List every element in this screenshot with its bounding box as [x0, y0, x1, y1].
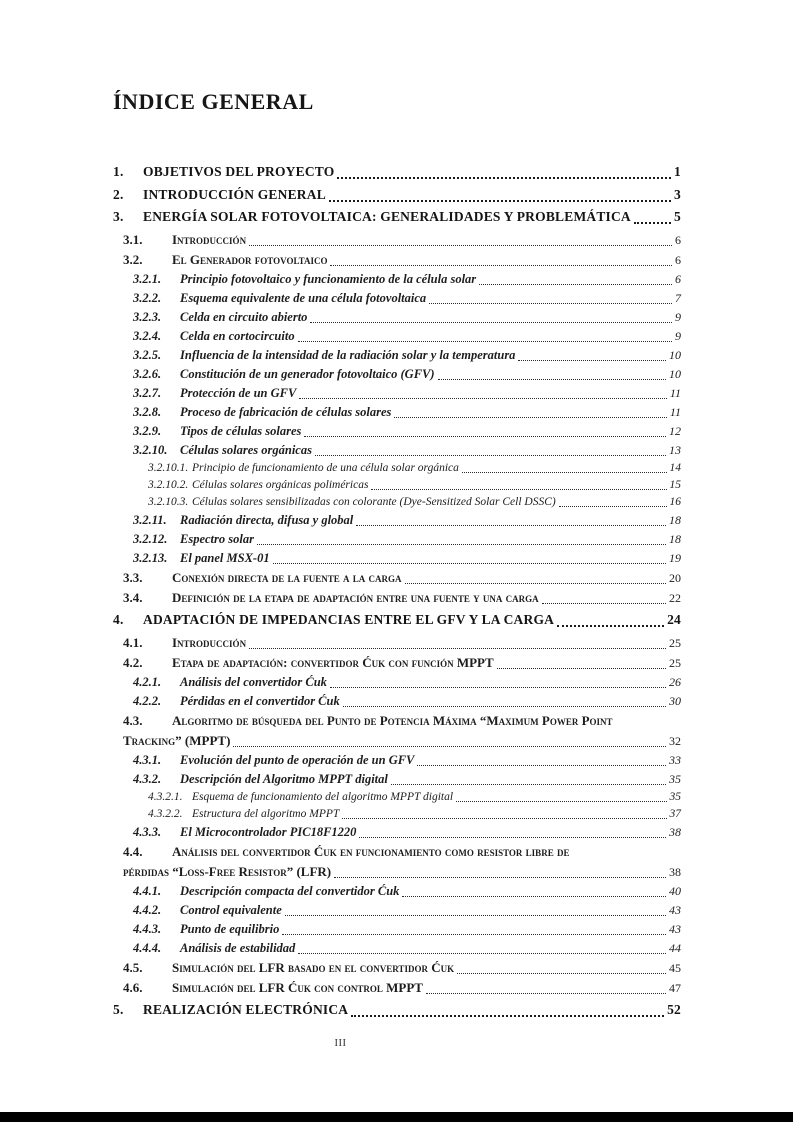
dot-leader [282, 934, 666, 935]
scan-bottom-edge-bar [0, 1112, 793, 1122]
toc-entry-line [148, 494, 681, 511]
toc-entry-text: INTRODUCCIÓN GENERAL [143, 186, 326, 202]
toc-entry-number: 3.2.13. [133, 550, 168, 565]
toc-entry [123, 633, 681, 653]
toc-entry-line [133, 939, 681, 958]
toc-entry-line [113, 185, 681, 205]
dot-leader [634, 222, 671, 224]
toc-entry-number: 3.2.10.3. [148, 495, 189, 508]
toc-entry-line [133, 441, 681, 460]
dot-leader [343, 706, 666, 707]
toc-entry-line [133, 511, 681, 530]
toc-entry-line [133, 770, 681, 789]
dot-leader [285, 915, 666, 916]
toc-entry-text: ADAPTACIÓN DE IMPEDANCIAS ENTRE EL GFV Y LA CARGA [143, 612, 555, 627]
toc-entry-line [123, 588, 681, 608]
toc-entry-number: 3.4. [123, 589, 143, 605]
toc-entry [148, 477, 681, 494]
toc-entry-line-continued [123, 731, 681, 751]
toc-entry [133, 422, 681, 441]
toc-entry [148, 494, 681, 511]
toc-page-number: 25 [669, 635, 681, 650]
toc-entry [148, 806, 681, 823]
toc-entry [123, 978, 681, 998]
toc-entry-line [123, 568, 681, 588]
toc-entry-text-continued: Tracking” (MPPT) [123, 732, 231, 748]
toc-entry-text: ENERGÍA SOLAR FOTOVOLTAICA: GENERALIDADES Y PROBLEMÁTICA [143, 209, 631, 224]
toc-entry-text-continued: pérdidas “Loss-Free Resistor” (LFR) [123, 863, 332, 879]
toc-entry [133, 770, 681, 789]
toc-entry-number: 4.4.2. [133, 902, 162, 917]
toc-entry [133, 692, 681, 711]
dot-leader [542, 603, 666, 604]
toc-entry-line [133, 530, 681, 549]
toc-page-number: 52 [667, 1002, 681, 1017]
toc-page-number: 37 [669, 807, 681, 820]
toc-entry-number: 3.2.6. [133, 366, 162, 381]
dot-leader [518, 360, 666, 361]
toc-page-number: 7 [675, 290, 681, 305]
toc-page-number: 18 [669, 512, 681, 527]
dot-leader [457, 973, 666, 974]
dot-leader [298, 953, 666, 954]
toc-entry-number: 4.1. [123, 634, 143, 650]
toc-page-number: 24 [667, 612, 681, 627]
toc-entry [133, 270, 681, 289]
toc-entry-text: Células solares sensibilizadas con colorante (Dye-Sensitized Solar Cell DSSC) [192, 495, 556, 508]
toc-page-number: 11 [669, 385, 681, 400]
toc-entry [133, 530, 681, 549]
toc-page-number: 1 [674, 164, 681, 179]
toc-entry-number: 3.2.10.1. [148, 461, 189, 474]
toc-entry-text: Protección de un GFV [180, 385, 297, 400]
toc-entry-number: 1. [113, 164, 124, 179]
dot-leader [479, 284, 672, 285]
toc-page-number: 20 [669, 570, 681, 585]
page-number-footer: III [334, 1038, 347, 1049]
toc-entry-line [113, 207, 681, 227]
toc-entry-text: Introducción [172, 231, 247, 247]
toc-page-number: 22 [669, 590, 681, 605]
toc-page-number: 43 [669, 902, 681, 917]
toc-page-number: 47 [669, 980, 681, 995]
toc-entry-line [123, 653, 681, 673]
toc-entry-text: Introducción [172, 634, 247, 650]
toc-entry [123, 568, 681, 588]
toc-entry-number: 4.4.1. [133, 883, 162, 898]
toc-entry-line [148, 806, 681, 823]
dot-leader [559, 506, 667, 507]
toc-entry-number: 4.3.3. [133, 824, 162, 839]
toc-page-number: 6 [675, 232, 681, 247]
toc-entry-number: 4. [113, 612, 124, 627]
toc-entry [133, 920, 681, 939]
toc-entry-text: El Microcontrolador PIC18F1220 [180, 824, 357, 839]
toc-page-number: 3 [674, 186, 681, 202]
toc-entry-number: 4.5. [123, 959, 143, 975]
dot-leader [334, 877, 666, 878]
toc-entry-number: 3.2. [123, 251, 143, 267]
dot-leader [356, 525, 666, 526]
toc-page-number: 40 [669, 883, 681, 898]
toc-entry-number: 3.2.11. [133, 512, 167, 527]
toc-entry-number: 4.4.3. [133, 921, 162, 936]
toc-page-number: 43 [669, 921, 681, 936]
dot-leader [233, 746, 666, 747]
dot-leader [438, 379, 666, 380]
dot-leader [462, 472, 667, 473]
toc-entry [113, 185, 681, 205]
toc-entry [113, 610, 681, 630]
toc-entry-text: Celda en circuito abierto [180, 309, 308, 324]
toc-entry-text: Constitución de un generador fotovoltaico (GFV) [180, 366, 435, 381]
toc-page-number: 15 [669, 478, 681, 491]
toc-page-number: 30 [669, 693, 681, 708]
dot-leader [304, 436, 666, 437]
toc-entry-text: Simulación del LFR basado en el convertidor Ćuk [172, 959, 455, 975]
toc-entry-text: Espectro solar [180, 531, 254, 546]
toc-entry-line-continued [123, 862, 681, 882]
toc-entry-text: Análisis del convertidor Ćuk [180, 674, 327, 689]
toc-entry-number: 3.3. [123, 569, 143, 585]
toc-entry-line [148, 789, 681, 806]
toc-entry-line [148, 460, 681, 477]
toc-entry-text: Influencia de la intensidad de la radiación solar y la temperatura [180, 347, 516, 362]
toc-entry-line [133, 384, 681, 403]
toc-entry [133, 441, 681, 460]
toc-entry-line [133, 901, 681, 920]
toc-entry-text: Evolución del punto de operación de un GFV [180, 752, 415, 767]
toc-entry-text: Control equivalente [180, 902, 282, 917]
dot-leader [557, 625, 664, 627]
toc-entry-number: 4.3.2.1. [148, 790, 183, 803]
toc-entry [123, 653, 681, 673]
toc-entry-number: 3.2.10.2. [148, 478, 189, 491]
toc-entry [133, 289, 681, 308]
toc-entry-text: Análisis de estabilidad [180, 940, 296, 955]
toc-entry-line [123, 633, 681, 653]
toc-page-number: 6 [675, 271, 681, 286]
toc-entry-number: 4.4. [123, 843, 143, 859]
toc-entry [113, 162, 681, 182]
toc-entry [148, 460, 681, 477]
dot-leader [257, 544, 666, 545]
toc-entry-text: Proceso de fabricación de células solares [180, 404, 392, 419]
toc-page-number: 6 [675, 252, 681, 267]
toc-page-number: 44 [669, 940, 681, 955]
toc-entry-line [133, 920, 681, 939]
dot-leader [371, 489, 666, 490]
toc-entry-text: OBJETIVOS DEL PROYECTO [143, 164, 335, 179]
dot-leader [359, 837, 666, 838]
dot-leader [337, 177, 671, 179]
toc-entry-text: El panel MSX-01 [180, 550, 270, 565]
toc-entry [123, 588, 681, 608]
toc-entry [133, 823, 681, 842]
toc-entry-line [113, 162, 681, 182]
dot-leader [310, 322, 672, 323]
dot-leader [329, 200, 671, 202]
toc-entry [133, 365, 681, 384]
toc-entry-line [133, 422, 681, 441]
toc-entry-line [133, 549, 681, 568]
toc-page-number: 5 [674, 209, 681, 224]
toc-entry [123, 230, 681, 250]
dot-leader [394, 417, 666, 418]
toc-entry-line [133, 751, 681, 770]
table-of-contents [113, 162, 681, 1020]
toc-entry [133, 939, 681, 958]
dot-leader [497, 668, 666, 669]
toc-entry-number: 3.2.7. [133, 385, 162, 400]
dot-leader [402, 896, 666, 897]
toc-entry [133, 346, 681, 365]
dot-leader [405, 583, 667, 584]
dot-leader [315, 455, 666, 456]
page-title: ÍNDICE GENERAL [113, 89, 314, 114]
toc-entry-number: 5. [113, 1002, 124, 1017]
toc-entry-text: Simulación del LFR Ćuk con control MPPT [172, 979, 423, 995]
toc-entry [133, 384, 681, 403]
toc-entry-number: 4.4.4. [133, 940, 162, 955]
toc-entry-number: 3.2.1. [133, 271, 162, 286]
toc-page-number: 12 [669, 423, 681, 438]
toc-page-number: 33 [669, 752, 681, 767]
toc-entry [133, 308, 681, 327]
dot-leader [342, 818, 666, 819]
toc-entry-number: 3.2.9. [133, 423, 162, 438]
toc-entry-text: REALIZACIÓN ELECTRÓNICA [143, 1002, 349, 1017]
toc-page-number: 19 [669, 550, 681, 565]
toc-entry-text: Pérdidas en el convertidor Ćuk [180, 693, 340, 708]
toc-entry-line [133, 346, 681, 365]
toc-page-number: 45 [669, 960, 681, 975]
toc-page-number: 25 [669, 655, 681, 670]
toc-page-number: 9 [675, 309, 681, 324]
dot-leader [249, 245, 672, 246]
toc-page-number: 38 [669, 824, 681, 839]
dot-leader [298, 341, 672, 342]
toc-entry-line [113, 1000, 681, 1020]
toc-entry-text: Estructura del algoritmo MPPT [192, 807, 340, 820]
dot-leader [391, 784, 666, 785]
toc-entry [133, 882, 681, 901]
dot-leader [426, 993, 666, 994]
toc-entry [113, 207, 681, 227]
toc-entry-text: Análisis del convertidor Ćuk en funcionamiento como resistor libre de [172, 843, 570, 859]
toc-entry [133, 327, 681, 346]
toc-entry-text: Esquema de funcionamiento del algoritmo MPPT digital [192, 790, 454, 803]
toc-entry [133, 403, 681, 422]
toc-entry [133, 901, 681, 920]
toc-entry-line [133, 882, 681, 901]
toc-entry-line [123, 250, 681, 270]
toc-entry-text: Conexión directa de la fuente a la carga [172, 569, 402, 585]
toc-page-number: 13 [669, 442, 681, 457]
toc-entry [133, 751, 681, 770]
toc-page-number: 38 [669, 864, 681, 879]
toc-entry-number: 3.2.8. [133, 404, 162, 419]
toc-entry-text: El Generador fotovoltaico [172, 251, 328, 267]
toc-entry-line [123, 958, 681, 978]
toc-entry-text: Principio fotovoltaico y funcionamiento de la célula solar [180, 271, 477, 286]
toc-entry-line [133, 289, 681, 308]
toc-page-number: 35 [669, 790, 681, 803]
toc-entry-line [133, 308, 681, 327]
toc-entry-line [133, 365, 681, 384]
toc-entry-line [123, 711, 681, 731]
toc-page-number: 35 [669, 771, 681, 786]
dot-leader [299, 398, 667, 399]
toc-page-number: 10 [669, 347, 681, 362]
toc-page-number: 10 [669, 366, 681, 381]
toc-entry-number: 3.1. [123, 231, 143, 247]
toc-page-number: 32 [669, 733, 681, 748]
toc-entry [133, 549, 681, 568]
toc-entry-text: Esquema equivalente de una célula fotovoltaica [180, 290, 427, 305]
toc-entry-text: Descripción compacta del convertidor Ćuk [180, 883, 400, 898]
toc-entry-number: 3.2.4. [133, 328, 162, 343]
toc-entry [123, 958, 681, 978]
toc-entry-number: 3.2.12. [133, 531, 168, 546]
toc-entry-text: Celda en cortocircuito [180, 328, 295, 343]
toc-entry-text: Radiación directa, difusa y global [180, 512, 354, 527]
dot-leader [351, 1015, 664, 1017]
toc-entry-number: 4.2.1. [133, 674, 162, 689]
dot-leader [429, 303, 672, 304]
toc-entry-text: Algoritmo de búsqueda del Punto de Potencia Máxima “Maximum Power Point [172, 712, 613, 728]
toc-entry [123, 842, 681, 882]
toc-entry-number: 4.3.2.2. [148, 807, 183, 820]
toc-entry-text: Punto de equilibrio [180, 921, 280, 936]
dot-leader [249, 648, 666, 649]
toc-entry [123, 711, 681, 751]
dot-leader [417, 765, 666, 766]
toc-page-number: 26 [669, 674, 681, 689]
toc-entry-line [133, 403, 681, 422]
toc-entry-line [133, 270, 681, 289]
toc-entry [113, 1000, 681, 1020]
toc-entry-text: Descripción del Algoritmo MPPT digital [180, 771, 388, 786]
toc-entry-line [123, 978, 681, 998]
toc-page-number: 9 [675, 328, 681, 343]
toc-entry [148, 789, 681, 806]
toc-entry-line [113, 610, 681, 630]
toc-entry-text: Células solares orgánicas poliméricas [192, 478, 369, 491]
toc-page-number: 11 [669, 404, 681, 419]
dot-leader [273, 563, 666, 564]
toc-entry-line [123, 230, 681, 250]
dot-leader [330, 687, 666, 688]
toc-entry-line [133, 823, 681, 842]
toc-entry-text: Definición de la etapa de adaptación entre una fuente y una carga [172, 589, 539, 605]
toc-entry-number: 4.3.2. [133, 771, 162, 786]
toc-entry-text: Células solares orgánicas [180, 442, 312, 457]
toc-entry-line [133, 692, 681, 711]
toc-entry-number: 4.6. [123, 979, 143, 995]
toc-page-number: 14 [669, 461, 681, 474]
toc-page-number: 16 [669, 495, 681, 508]
toc-entry-number: 4.3. [123, 712, 143, 728]
toc-entry-line [133, 327, 681, 346]
dot-leader [456, 801, 666, 802]
toc-entry-line [133, 673, 681, 692]
toc-entry-number: 4.2. [123, 654, 143, 670]
toc-entry-number: 2. [113, 186, 124, 202]
toc-entry [133, 511, 681, 530]
toc-entry-text: Principio de funcionamiento de una célula solar orgánica [192, 461, 459, 474]
toc-entry-line [123, 842, 681, 862]
toc-entry-line [148, 477, 681, 494]
toc-page-number: 18 [669, 531, 681, 546]
toc-entry-number: 4.3.1. [133, 752, 162, 767]
toc-entry-number: 4.2.2. [133, 693, 162, 708]
toc-entry-text: Etapa de adaptación: convertidor Ćuk con función MPPT [172, 654, 494, 670]
toc-entry-number: 3.2.2. [133, 290, 162, 305]
toc-entry-number: 3.2.5. [133, 347, 162, 362]
toc-entry-text: Tipos de células solares [180, 423, 302, 438]
dot-leader [330, 265, 672, 266]
toc-entry-number: 3. [113, 209, 124, 224]
toc-entry [123, 250, 681, 270]
toc-entry-number: 3.2.10. [133, 442, 168, 457]
toc-entry-number: 3.2.3. [133, 309, 162, 324]
toc-entry [133, 673, 681, 692]
